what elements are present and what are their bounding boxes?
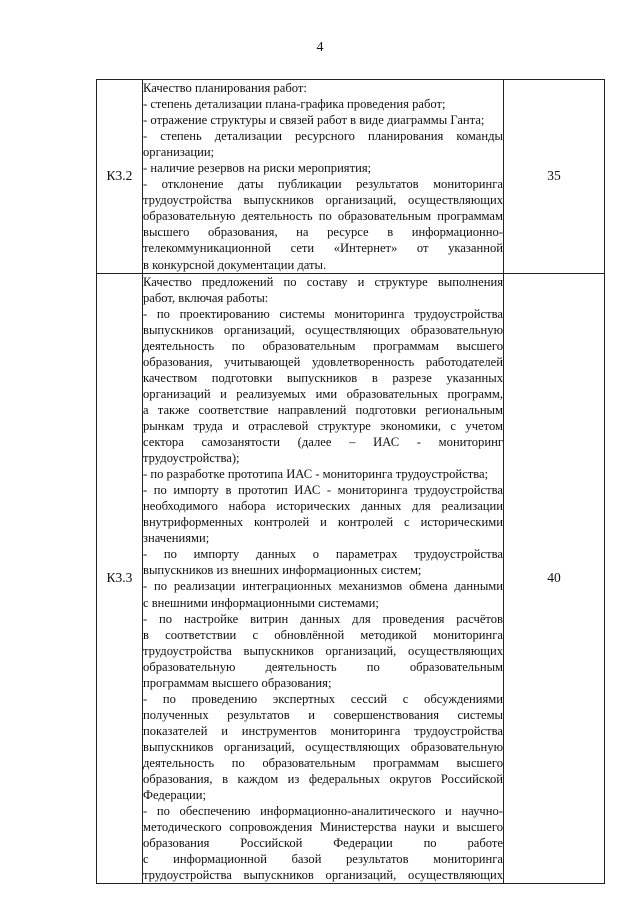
criterion-score: 35: [504, 80, 605, 274]
description-line: образования, в каждом из федеральных округов Российской: [143, 772, 503, 787]
description-line: Качество планирования работ:: [143, 81, 307, 95]
description-line: внутриформенных контролей и контролей с историческими: [143, 515, 503, 530]
description-line: Качество предложений по составу и структуре выполнения: [143, 274, 503, 289]
description-line: - по разработке прототипа ИАС - мониторинга трудоустройства;: [143, 467, 489, 482]
description-line: методического сопровождения Министерства науки и высшего: [143, 820, 503, 835]
description-line: выпускников организаций, осуществляющих образовательную: [143, 322, 503, 337]
description-line: - по обеспечению информационно-аналитического и научно-: [143, 804, 503, 819]
description-line: значениями;: [143, 531, 210, 546]
description-line: деятельность по образовательным программам высшего: [143, 338, 503, 353]
description-line: - по настройке витрин данных для проведения расчётов: [143, 611, 503, 626]
description-line: в соответствии с обновлённой методикой мониторинга: [143, 627, 503, 642]
description-line: - отражение структуры и связей работ в виде диаграммы Ганта;: [143, 113, 485, 128]
description-line: полученных результатов и совершенствования системы: [143, 707, 503, 722]
description-line: а также соответствие направлений подготовки региональным: [143, 402, 503, 417]
criterion-code: К3.3: [97, 273, 143, 884]
table-row: [97, 273, 605, 884]
description-line: - отклонение даты публикации результатов мониторинга: [143, 177, 503, 192]
description-line: трудоустройства);: [143, 451, 240, 466]
description-line: качеством подготовки выпускников в разрезе указанных: [143, 370, 503, 385]
description-line: выпускников из внешних информационных систем;: [143, 563, 422, 578]
description-line: образования, учитывающей удовлетворенность работодателей: [143, 354, 503, 369]
description-line: сектора самозанятости (далее – ИАС - мониторинг: [143, 435, 503, 450]
criterion-code: К3.2: [97, 80, 143, 274]
description-line: - по проведению экспертных сессий с обсуждениями: [143, 691, 503, 706]
description-line: телекоммуникационной сети «Интернет» от указанной: [143, 241, 503, 256]
criterion-description: [143, 273, 504, 884]
description-line: работ, включая работы:: [143, 290, 269, 305]
description-line: - степень детализации ресурсного планирования команды: [143, 129, 503, 144]
description-line: показателей и инструментов мониторинга трудоустройства: [143, 723, 503, 738]
description-line: рынкам труда и отраслевой структуре экономики, с учетом: [143, 418, 503, 433]
description-line: - степень детализации плана-графика проведения работ;: [143, 97, 446, 112]
description-line: деятельность по образовательным программам высшего: [143, 755, 503, 770]
description-line: - по импорту в прототип ИАС - мониторинга трудоустройства: [143, 483, 503, 498]
description-line: - наличие резервов на риски мероприятия;: [143, 161, 372, 176]
description-line: образовательную деятельность по образовательным программам: [143, 209, 503, 224]
page-number: 4: [316, 40, 324, 55]
description-line: организаций и реализуемых ими образовательных программ,: [143, 386, 503, 401]
description-line: в конкурсной документации даты.: [143, 257, 327, 272]
description-line: организации;: [143, 145, 215, 160]
criterion-score: 40: [504, 273, 605, 884]
criteria-table: [96, 79, 605, 884]
description-line: - по проектированию системы мониторинга трудоустройства: [143, 306, 503, 321]
description-line: трудоустройства выпускников организаций, осуществляющих: [143, 643, 503, 658]
description-line: образования Российской Федерации по работе: [143, 836, 503, 851]
description-line: трудоустройства выпускников организаций, осуществляющих: [143, 868, 503, 883]
description-line: с информационной базой результатов мониторинга: [143, 852, 503, 867]
description-line: необходимого набора исторических данных для реализации: [143, 499, 503, 514]
description-line: программам высшего образования;: [143, 675, 332, 690]
description-line: трудоустройства выпускников организаций, осуществляющих: [143, 193, 503, 208]
criterion-description: [143, 80, 504, 274]
description-line: - по импорту данных о параметрах трудоустройства: [143, 547, 503, 562]
description-line: образовательную деятельность по образовательным: [143, 659, 503, 674]
table-row: [97, 80, 605, 274]
description-line: высшего образования, на ресурсе в информационно-: [143, 225, 503, 240]
description-line: - по реализации интеграционных механизмов обмена данными: [143, 579, 503, 594]
description-line: с внешними информационными системами;: [143, 595, 379, 610]
description-line: Федерации;: [143, 788, 206, 803]
description-line: выпускников организаций, осуществляющих образовательную: [143, 739, 503, 754]
